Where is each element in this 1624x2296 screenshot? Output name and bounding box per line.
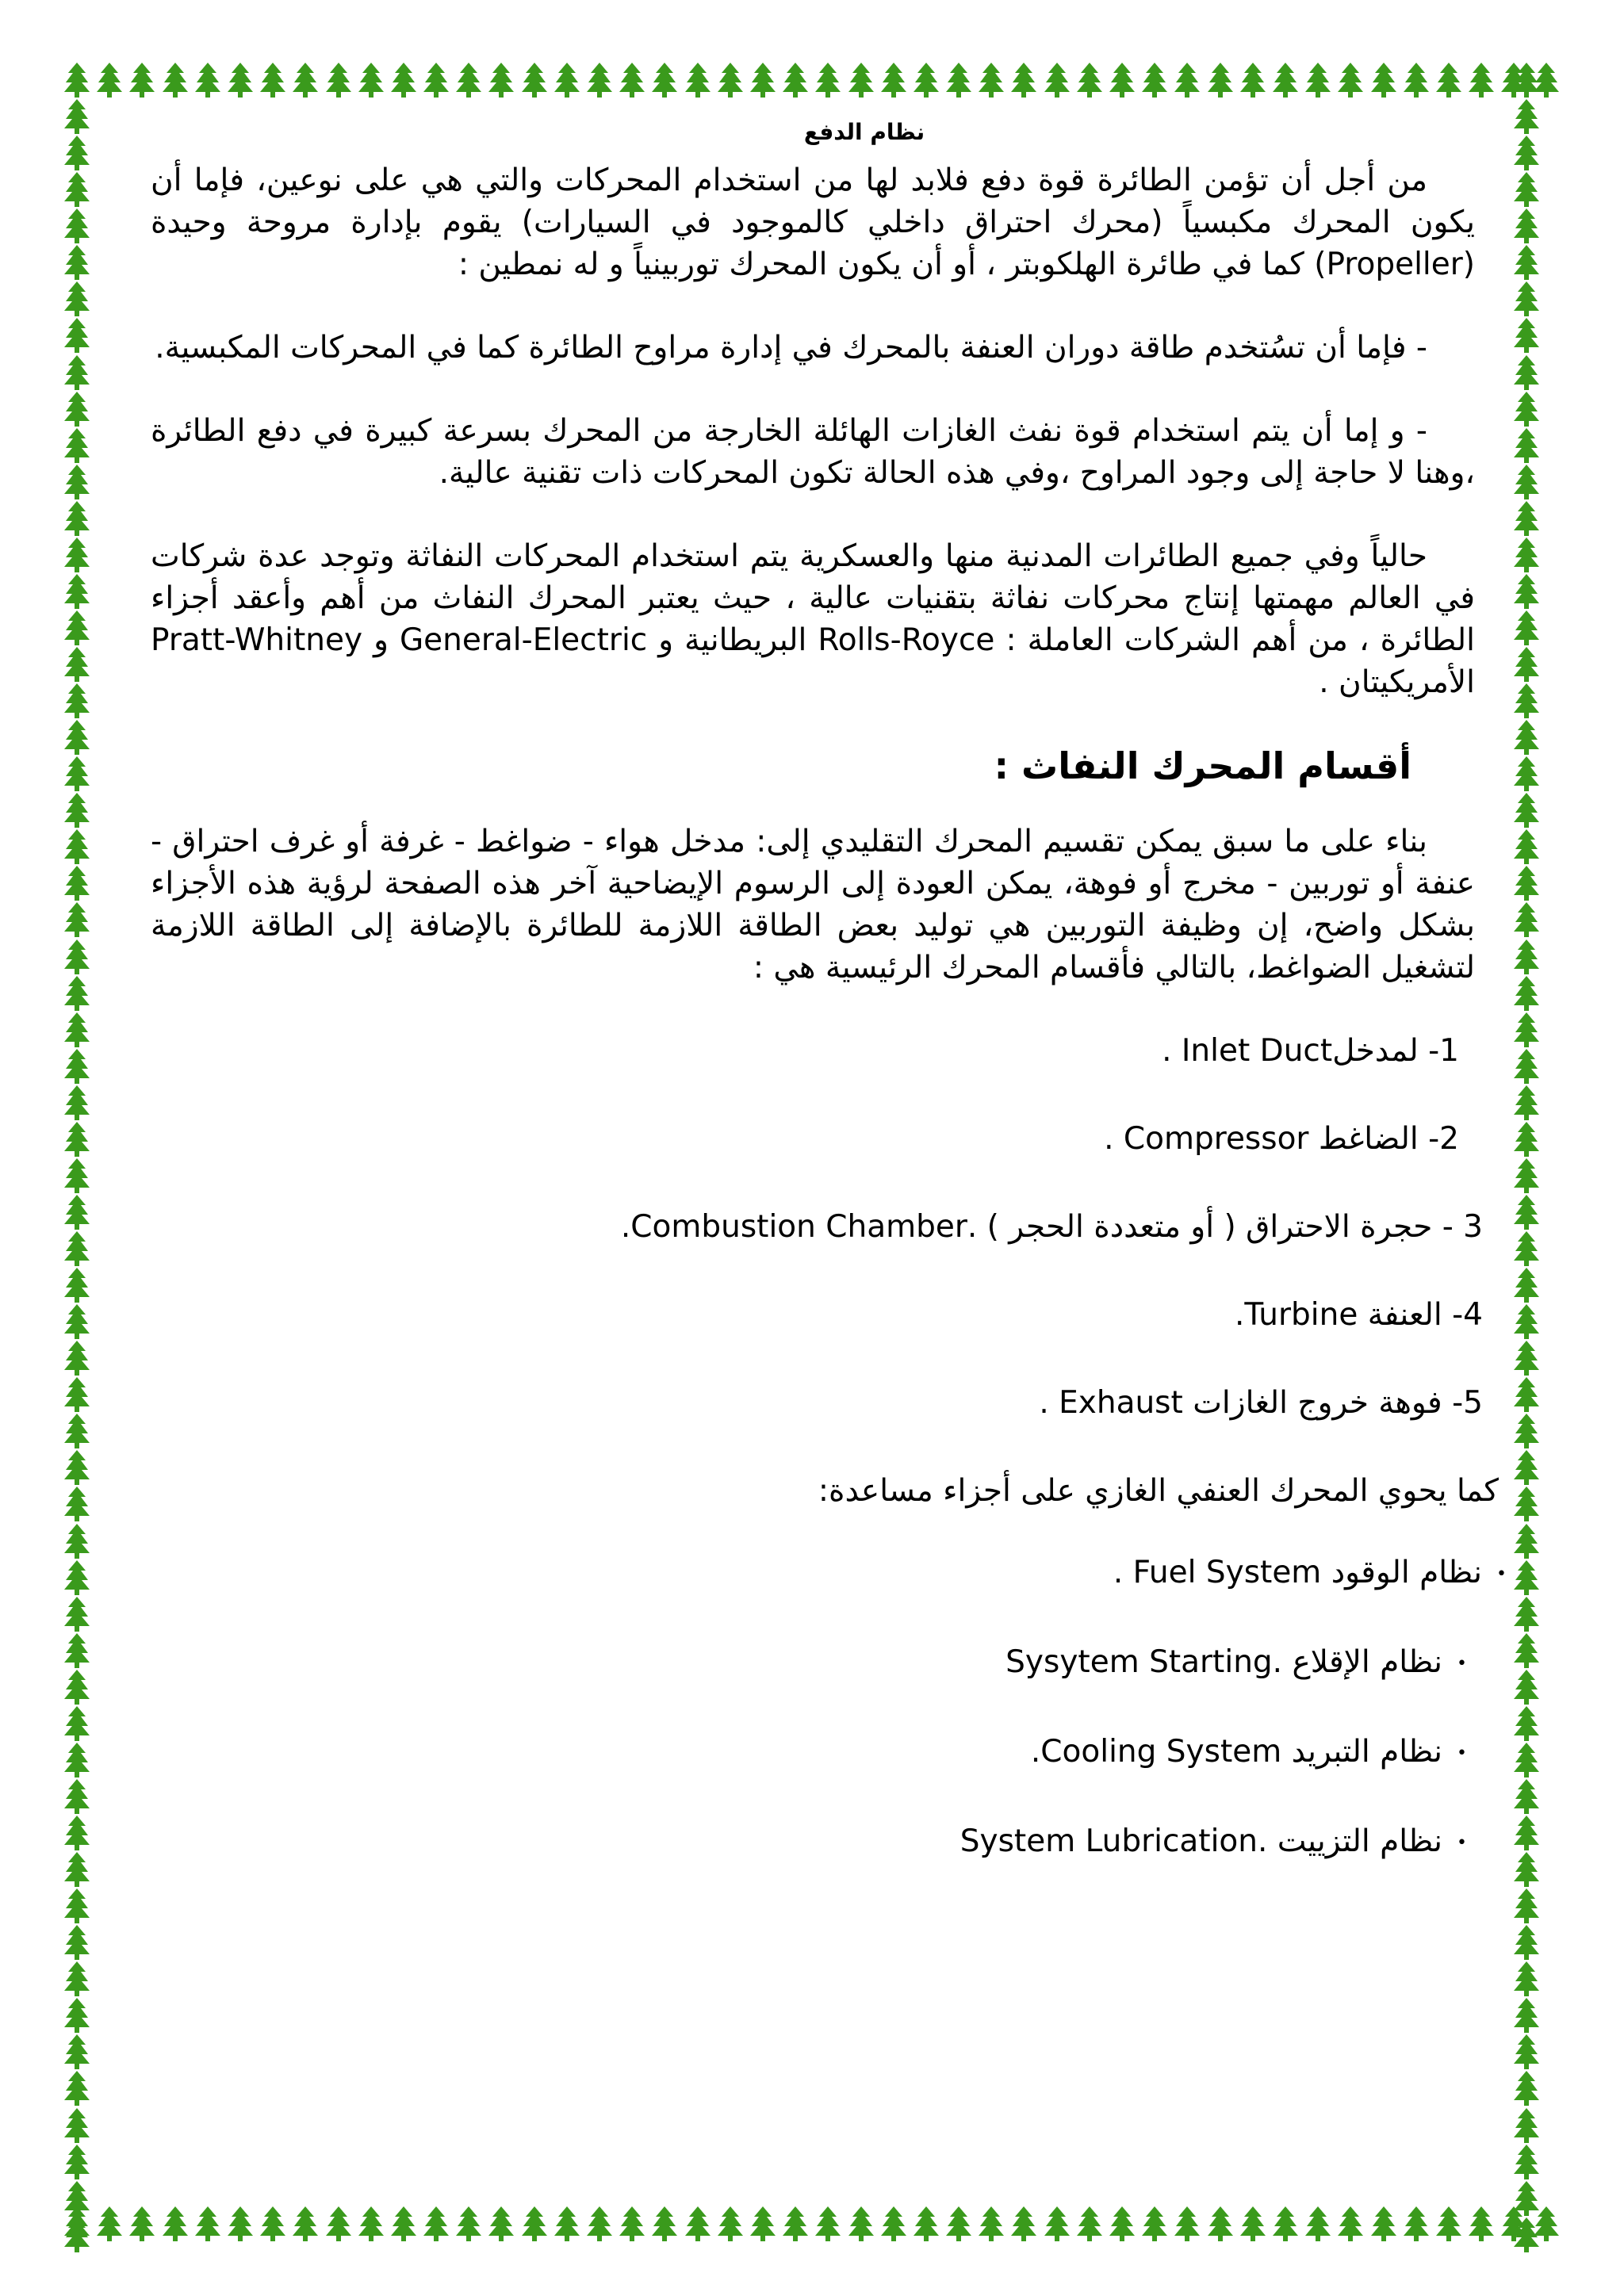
- auxiliary-part-item: •نظام الإقلاع .Sysytem Starting: [1005, 1644, 1467, 1680]
- pine-tree-icon: [63, 1523, 90, 1559]
- auxiliary-part-item: •نظام الوقود Fuel System .: [1113, 1555, 1507, 1590]
- pine-tree-icon: [1403, 62, 1430, 98]
- pine-tree-icon: [1109, 2206, 1136, 2242]
- pine-tree-icon: [1239, 2206, 1266, 2242]
- pine-tree-icon: [63, 2180, 90, 2217]
- pine-tree-icon: [521, 2206, 548, 2242]
- pine-tree-icon: [1513, 537, 1540, 573]
- pine-tree-icon: [128, 62, 155, 98]
- paragraph-engine-sections: بناء على ما سبق يمكن تقسيم المحرك التقليدي إلى: مدخل هواء - ضواغط - غرفة أو غرف احتراق - عنفة أو توربين - مخرج أو فوهة، يمكن العودة إلى الرسوم الإيضاحية آخر هذه الصفحة لرؤية هذه الأجزاء بشكل واضح، إن وظيفة التوربين هي توليد بعض الطاقة اللازمة للطائرة بالإضافة إلى الطاقة اللازمة لتشغيل الضواغط، بالتالي فأقسام المحرك الرئيسية هي :: [151, 824, 1475, 985]
- bottom-border: [63, 2206, 1561, 2253]
- pine-tree-icon: [63, 1778, 90, 1815]
- top-border: [63, 62, 1561, 109]
- pine-tree-icon: [63, 98, 90, 135]
- pine-tree-icon: [63, 171, 90, 208]
- pine-tree-icon: [1513, 1449, 1540, 1486]
- pine-tree-icon: [1513, 719, 1540, 756]
- main-part-item: 1- لمدخلInlet Duct .: [1162, 1033, 1459, 1069]
- pine-tree-icon: [1403, 2206, 1430, 2242]
- pine-tree-icon: [619, 62, 645, 98]
- pine-tree-icon: [63, 1012, 90, 1048]
- pine-tree-icon: [63, 1559, 90, 1596]
- paragraph-turbine-propeller: - فإما أن تسُتخدم طاقة دوران العنفة بالمحرك في إدارة مراوح الطائرة كما في المحركات المكبسية.: [155, 330, 1427, 365]
- pine-tree-icon: [1513, 281, 1540, 317]
- pine-tree-icon: [1513, 1303, 1540, 1340]
- pine-tree-icon: [1435, 62, 1462, 98]
- pine-tree-icon: [1109, 62, 1136, 98]
- pine-tree-icon: [978, 2206, 1005, 2242]
- pine-tree-icon: [63, 537, 90, 573]
- pine-tree-icon: [1207, 2206, 1234, 2242]
- pine-tree-icon: [1272, 62, 1299, 98]
- pine-tree-icon: [1513, 171, 1540, 208]
- pine-tree-icon: [1513, 500, 1540, 537]
- pine-tree-icon: [1513, 354, 1540, 391]
- pine-tree-icon: [63, 1158, 90, 1194]
- pine-tree-icon: [63, 828, 90, 865]
- pine-tree-icon: [63, 1851, 90, 1888]
- main-part-item: 3 - حجرة الاحتراق ( أو متعددة الحجر ) .Combustion Chamber.: [620, 1209, 1483, 1245]
- pine-tree-icon: [1513, 1340, 1540, 1376]
- pine-tree-icon: [1304, 2206, 1331, 2242]
- pine-tree-icon: [1513, 1742, 1540, 1778]
- main-part-item: 4- العنفة Turbine.: [1234, 1297, 1483, 1333]
- pine-tree-icon: [1513, 2034, 1540, 2070]
- pine-tree-icon: [63, 975, 90, 1012]
- pine-tree-icon: [1468, 2206, 1495, 2242]
- pine-tree-icon: [814, 2206, 841, 2242]
- main-part-item: 5- فوهة خروج الغازات Exhaust .: [1039, 1385, 1483, 1421]
- pine-tree-icon: [63, 427, 90, 464]
- pine-tree-icon: [1174, 62, 1201, 98]
- pine-tree-icon: [63, 901, 90, 938]
- pine-tree-icon: [1513, 1012, 1540, 1048]
- pine-tree-icon: [1513, 2144, 1540, 2180]
- pine-tree-icon: [945, 2206, 972, 2242]
- pine-tree-icon: [553, 2206, 580, 2242]
- pine-tree-icon: [1513, 427, 1540, 464]
- pine-tree-icon: [1141, 2206, 1168, 2242]
- pine-tree-icon: [1513, 1559, 1540, 1596]
- pine-tree-icon: [1513, 135, 1540, 171]
- pine-tree-icon: [63, 1413, 90, 1449]
- pine-tree-icon: [651, 62, 678, 98]
- pine-tree-icon: [1513, 317, 1540, 354]
- pine-tree-icon: [586, 62, 613, 98]
- pine-tree-icon: [814, 62, 841, 98]
- pine-tree-icon: [63, 208, 90, 244]
- pine-tree-icon: [782, 2206, 809, 2242]
- pine-tree-icon: [227, 62, 254, 98]
- pine-tree-icon: [63, 1815, 90, 1851]
- pine-tree-icon: [1513, 2217, 1540, 2253]
- pine-tree-icon: [63, 2034, 90, 2070]
- pine-tree-icon: [1513, 1230, 1540, 1267]
- pine-tree-icon: [63, 1230, 90, 1267]
- pine-tree-icon: [1044, 2206, 1071, 2242]
- pine-tree-icon: [717, 62, 744, 98]
- pine-tree-icon: [1010, 2206, 1037, 2242]
- pine-tree-icon: [749, 2206, 776, 2242]
- pine-tree-icon: [1513, 1778, 1540, 1815]
- pine-tree-icon: [63, 354, 90, 391]
- pine-tree-icon: [194, 2206, 221, 2242]
- pine-tree-icon: [227, 2206, 254, 2242]
- pine-tree-icon: [1513, 756, 1540, 792]
- pine-tree-icon: [162, 62, 189, 98]
- pine-tree-icon: [423, 2206, 450, 2242]
- pine-tree-icon: [848, 2206, 875, 2242]
- pine-tree-icon: [1513, 1632, 1540, 1669]
- pine-tree-icon: [162, 2206, 189, 2242]
- pine-tree-icon: [1076, 62, 1103, 98]
- pine-tree-icon: [586, 2206, 613, 2242]
- pine-tree-icon: [913, 2206, 940, 2242]
- bullet-icon: •: [1457, 1833, 1467, 1853]
- pine-tree-icon: [1513, 1888, 1540, 1924]
- pine-tree-icon: [63, 610, 90, 646]
- pine-tree-icon: [1337, 62, 1364, 98]
- pine-tree-icon: [1513, 1376, 1540, 1413]
- pine-tree-icon: [1513, 1194, 1540, 1230]
- pine-tree-icon: [63, 2107, 90, 2144]
- bullet-icon: •: [1496, 1564, 1507, 1584]
- section-heading: أقسام المحرك النفاث :: [994, 744, 1411, 787]
- pine-tree-icon: [1513, 1413, 1540, 1449]
- pine-tree-icon: [1513, 573, 1540, 610]
- pine-tree-icon: [880, 62, 907, 98]
- pine-tree-icon: [1513, 208, 1540, 244]
- pine-tree-icon: [1468, 62, 1495, 98]
- document-title: نظام الدفع: [803, 119, 925, 145]
- pine-tree-icon: [1513, 1997, 1540, 2034]
- pine-tree-icon: [63, 719, 90, 756]
- pine-tree-icon: [1513, 1486, 1540, 1522]
- pine-tree-icon: [488, 62, 515, 98]
- pine-tree-icon: [63, 1705, 90, 1742]
- pine-tree-icon: [1513, 1924, 1540, 1961]
- pine-tree-icon: [63, 317, 90, 354]
- pine-tree-icon: [1513, 1523, 1540, 1559]
- pine-tree-icon: [1513, 98, 1540, 135]
- pine-tree-icon: [1513, 1085, 1540, 1121]
- pine-tree-icon: [1513, 975, 1540, 1012]
- pine-tree-icon: [63, 1997, 90, 2034]
- pine-tree-icon: [63, 939, 90, 975]
- pine-tree-icon: [423, 62, 450, 98]
- pine-tree-icon: [63, 1048, 90, 1085]
- pine-tree-icon: [1513, 1121, 1540, 1158]
- pine-tree-icon: [848, 62, 875, 98]
- pine-tree-icon: [1513, 1048, 1540, 1085]
- pine-tree-icon: [1513, 62, 1540, 98]
- pine-tree-icon: [63, 2217, 90, 2253]
- pine-tree-icon: [63, 135, 90, 171]
- auxiliary-intro: كما يحوي المحرك العنفي الغازي على أجزاء مساعدة:: [818, 1473, 1499, 1509]
- pine-tree-icon: [63, 1303, 90, 1340]
- pine-tree-icon: [63, 1376, 90, 1413]
- pine-tree-icon: [1513, 1596, 1540, 1632]
- document-body: [151, 119, 1507, 1910]
- pine-tree-icon: [1513, 792, 1540, 828]
- bullet-icon: •: [1457, 1654, 1467, 1674]
- pine-tree-icon: [1513, 2180, 1540, 2217]
- pine-tree-icon: [63, 865, 90, 901]
- pine-tree-icon: [782, 62, 809, 98]
- pine-tree-icon: [1513, 1815, 1540, 1851]
- pine-tree-icon: [945, 62, 972, 98]
- pine-tree-icon: [1513, 939, 1540, 975]
- pine-tree-icon: [1513, 244, 1540, 281]
- pine-tree-icon: [521, 62, 548, 98]
- pine-tree-icon: [63, 2070, 90, 2107]
- pine-tree-icon: [1513, 901, 1540, 938]
- pine-tree-icon: [358, 2206, 385, 2242]
- pine-tree-icon: [1272, 2206, 1299, 2242]
- pine-tree-icon: [1304, 62, 1331, 98]
- pine-tree-icon: [63, 62, 90, 98]
- pine-tree-icon: [684, 62, 711, 98]
- pine-tree-icon: [1174, 2206, 1201, 2242]
- pine-tree-icon: [63, 1961, 90, 1997]
- pine-tree-icon: [1370, 2206, 1397, 2242]
- pine-tree-icon: [292, 62, 319, 98]
- pine-tree-icon: [684, 2206, 711, 2242]
- pine-tree-icon: [1513, 1669, 1540, 1705]
- main-part-item: 2- الضاغط Compressor .: [1104, 1121, 1459, 1157]
- paragraph-manufacturers: حالياً وفي جميع الطائرات المدنية منها والعسكرية يتم استخدام المحركات النفاثة وتوجد عدة شركات في العالم مهمتها إنتاج محركات نفاثة بتقنيات عالية ، حيث يعتبر المحرك النفاث من أهم وأعقد أجزاء الطائرة ، من أهم الشركات العاملة : Rolls-Royce البريطانية و General-Electric و Pratt-Whitney الأمريكيتان .: [151, 538, 1475, 700]
- pine-tree-icon: [194, 62, 221, 98]
- pine-tree-icon: [63, 573, 90, 610]
- paragraph-jet-thrust: - و إما أن يتم استخدام قوة نفث الغازات الهائلة الخارجة من المحرك بسرعة كبيرة في دفع الطائرة ،وهنا لا حاجة إلى وجود المراوح ،وفي هذه الحالة تكون المحركات ذات تقنية عالية.: [151, 413, 1475, 491]
- pine-tree-icon: [913, 62, 940, 98]
- pine-tree-icon: [1513, 610, 1540, 646]
- pine-tree-icon: [390, 62, 417, 98]
- pine-tree-icon: [1435, 2206, 1462, 2242]
- pine-tree-icon: [1207, 62, 1234, 98]
- pine-tree-icon: [63, 1340, 90, 1376]
- pine-tree-icon: [651, 2206, 678, 2242]
- left-border: [63, 62, 111, 2253]
- pine-tree-icon: [63, 1596, 90, 1632]
- pine-tree-icon: [63, 756, 90, 792]
- pine-tree-icon: [1141, 62, 1168, 98]
- auxiliary-part-item: •نظام التزييت .System Lubrication: [959, 1823, 1467, 1859]
- pine-tree-icon: [749, 62, 776, 98]
- pine-tree-icon: [63, 646, 90, 683]
- pine-tree-icon: [325, 62, 352, 98]
- pine-tree-icon: [259, 2206, 286, 2242]
- pine-tree-icon: [1010, 62, 1037, 98]
- pine-tree-icon: [1044, 62, 1071, 98]
- pine-tree-icon: [553, 62, 580, 98]
- pine-tree-icon: [1513, 828, 1540, 865]
- pine-tree-icon: [63, 1121, 90, 1158]
- pine-tree-icon: [63, 1669, 90, 1705]
- pine-tree-icon: [1513, 1961, 1540, 1997]
- pine-tree-icon: [1513, 1267, 1540, 1303]
- pine-tree-icon: [1513, 646, 1540, 683]
- pine-tree-icon: [128, 2206, 155, 2242]
- pine-tree-icon: [1239, 62, 1266, 98]
- pine-tree-icon: [1513, 464, 1540, 500]
- pine-tree-icon: [63, 1449, 90, 1486]
- pine-tree-icon: [455, 2206, 482, 2242]
- pine-tree-icon: [63, 683, 90, 719]
- auxiliary-part-item: •نظام التبريد Cooling System.: [1030, 1734, 1467, 1770]
- pine-tree-icon: [1513, 865, 1540, 901]
- pine-tree-icon: [488, 2206, 515, 2242]
- bullet-icon: •: [1457, 1743, 1467, 1763]
- paragraph-engines-intro: من أجل أن تؤمن الطائرة قوة دفع فلابد لها من استخدام المحركات والتي هي على نوعين، فإما أن يكون المحرك مكبسياً (محرك احتراق داخلي كالموجود في السيارات) يقوم بإدارة مروحة وحيدة (Propeller) كما في طائرة الهلكوبتر ، أو أن يكون المحرك توربينياً و له نمطين :: [151, 163, 1475, 282]
- pine-tree-icon: [63, 281, 90, 317]
- pine-tree-icon: [63, 244, 90, 281]
- pine-tree-icon: [63, 1924, 90, 1961]
- pine-tree-icon: [63, 792, 90, 828]
- pine-tree-icon: [292, 2206, 319, 2242]
- pine-tree-icon: [63, 1267, 90, 1303]
- pine-tree-icon: [1513, 683, 1540, 719]
- pine-tree-icon: [1513, 1705, 1540, 1742]
- pine-tree-icon: [717, 2206, 744, 2242]
- pine-tree-icon: [63, 2144, 90, 2180]
- pine-tree-icon: [978, 62, 1005, 98]
- right-border: [1513, 62, 1561, 2253]
- pine-tree-icon: [259, 62, 286, 98]
- pine-tree-icon: [63, 391, 90, 427]
- pine-tree-icon: [1076, 2206, 1103, 2242]
- pine-tree-icon: [325, 2206, 352, 2242]
- pine-tree-icon: [1513, 2070, 1540, 2107]
- pine-tree-icon: [63, 1742, 90, 1778]
- pine-tree-icon: [1513, 1851, 1540, 1888]
- pine-tree-icon: [1370, 62, 1397, 98]
- pine-tree-icon: [63, 500, 90, 537]
- pine-tree-icon: [455, 62, 482, 98]
- pine-tree-icon: [880, 2206, 907, 2242]
- pine-tree-icon: [1513, 391, 1540, 427]
- pine-tree-icon: [390, 2206, 417, 2242]
- pine-tree-icon: [63, 1632, 90, 1669]
- pine-tree-icon: [1513, 1158, 1540, 1194]
- pine-tree-icon: [358, 62, 385, 98]
- pine-tree-icon: [1337, 2206, 1364, 2242]
- pine-tree-icon: [63, 1085, 90, 1121]
- pine-tree-icon: [1513, 2107, 1540, 2144]
- pine-tree-icon: [63, 1486, 90, 1522]
- pine-tree-icon: [63, 1888, 90, 1924]
- pine-tree-icon: [619, 2206, 645, 2242]
- pine-tree-icon: [63, 464, 90, 500]
- pine-tree-icon: [63, 1194, 90, 1230]
